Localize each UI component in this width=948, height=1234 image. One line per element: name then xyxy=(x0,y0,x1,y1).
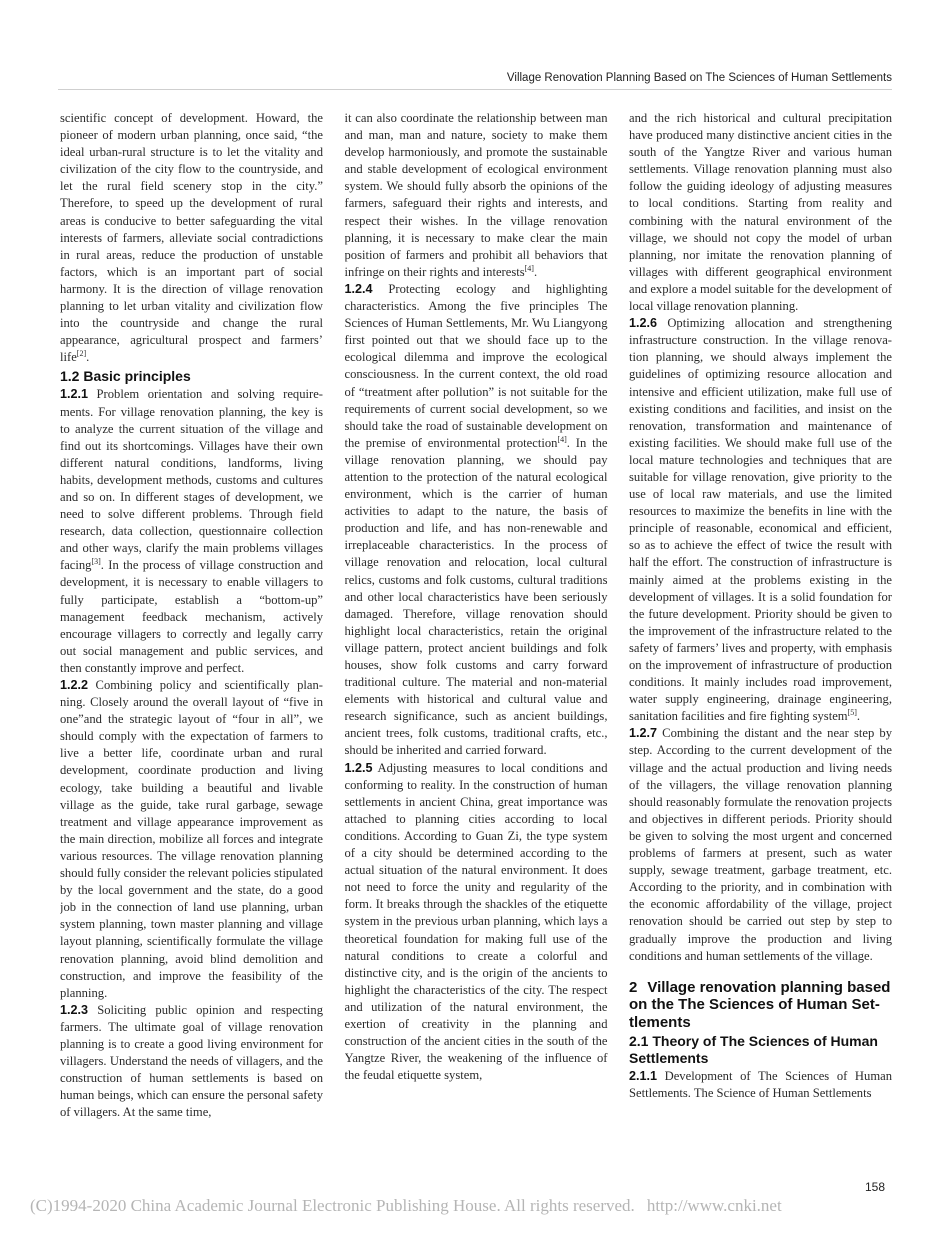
section-number: 1.2.2 xyxy=(60,678,89,692)
section-number: 2 xyxy=(629,978,638,996)
paragraph xyxy=(60,677,323,1002)
header-rule xyxy=(58,89,892,90)
paragraph-text: scientific concept of development. Howard, the pioneer of modern urban planning, once said, “the ideal urban-rural structure is to let the vitality and civilization of the city flow to the countryside, and let the rural field scenery stop in the city.” Therefore, to speed up the development of rural areas is conducive to better safeguarding the vital interests of farmers, alleviate social contradictions in rural areas, reduce the production of unstable factors, which is an important part of social harmony. It is the direction of village renovation planning to let urban vitality and civilization flow into the countryside and change the rural appearance, agricultural prospect and farmers’ life xyxy=(60,111,323,365)
section-number: 1.2.6 xyxy=(629,316,658,331)
paragraph: 1.2.6 Optimizing allocation and strengthening infrastructure construction. In the village renova-tion planning, we should always implement the guidelines of optimizing resource allocation and intensive and efficient utilization, make full use of existing conditions and facilities, and insist on the renovation, transformation and maintenance of existing facilities. We should make full use of the local mature technologies and techniques that are suitable for village renovation, give priority to the use of local raw materials, and use the limited resources to maximize the benefits in line with the principle of reasonable, economical and efficient, so as to achieve the effect of twice the result with half the effort. The construction of infrastructure is mainly aimed at the problems existing in the development of villages. It is a solid foundation for the future development. Priority should be given to the improvement of the infrastructure related to the safety of farmers’ lives and property, with emphasis on the improvement of infrastructure of production conditions. It mainly includes road improvement, water supply engineering, drainage engineering, sanitation facilities and fire fighting system[5]. xyxy=(629,316,892,724)
section-number: 1.2.7 xyxy=(629,726,658,741)
column-1 xyxy=(60,110,323,1180)
paragraph xyxy=(345,760,608,1085)
section-number: 1.2.3 xyxy=(60,1002,89,1017)
column-3 xyxy=(629,110,892,1180)
section-heading-2-1: 2.1 Theory of The Sciences of Human Settlements xyxy=(629,1033,878,1067)
page-number: 158 xyxy=(864,1180,885,1194)
paragraph-text: . In the village renovation planning, we should pay attention to the protection of the natural ecological environment, which is the carrier of human activities to adapt to the nature, the basis of production and life, and has non-renewable and irreplaceable characteristics. In the process of village renovation and relocation, local cultural relics, customs and folk customs, cultural traditions and other local characteristics have been seriously damaged. Therefore, village renovation should highlight local characteristics, retain the original village pattern, protect ancient buildings and folk houses, show folk customs and carry forward traditional culture. The material and non-material elements with historical and cultural value and research significance, such as ancient buildings, ancient trees, folk customs, traditional crafts, etc., should be inherited and carried forward. xyxy=(344,435,608,758)
paragraph-text: . In the process of village construction and development, it is necessary to enable villagers to fully participate, establish a “bottom-up” management feedback mechanism, actively encourage villagers to correctly and legally carry out social management and public services, and then constantly improve and perfect. xyxy=(60,558,323,675)
paragraph-text: Combining policy and scientifically plan-ning. Closely around the overall layout of “five in one”and the strategic layout of “four in all”, we should comply with the expectation of farmers to live a better life, coordinate urban and rural development, coordinate production and living ecology, take building a beautiful and livable village as the guide, take rural garbage, sewage treatment and village appearance improvement as the main direction, mobilize all forces and integrate various resources. The village renovation planning should fully consider the relevant policies stipulated by the local government and the state, do a good job in the connection of land use planning, urban system planning, town master planning and village layout planning, scientifically formulate the village renovation planning, avoid blind demolition and construction, and improve the feasibility of the planning. xyxy=(60,678,323,1000)
watermark-url: http://www.cnki.net xyxy=(646,1196,782,1215)
citation: [4] xyxy=(524,263,534,273)
paragraph xyxy=(629,110,892,315)
paragraph xyxy=(629,1068,892,1102)
paragraph-text: Protecting ecology and highlighting characteristics. Among the five principles The Sciences of Human Settlements, Mr. Wu Liangyong first pointed out that we should face up to the ecological dilemma and improve the ecological consciousness. In the current context, the old road of “treatment after pollution” is not suitable for the requirements of current social development, so we should take the road of sustainable development on the premise of environmental protection xyxy=(344,281,608,450)
section-title: Village renovation planning based on the The Sciences of Human Set-tlements xyxy=(629,978,891,1031)
paragraph-text: it can also coordinate the relationship between man and man, man and nature, society to make them develop harmoniously, and promote the sustainable and stable development of ecological environment system. We should fully absorb the opinions of the farmers, safeguard their rights and interests, and respect their wishes. In the village renovation planning, it is necessary to make clear the main position of farmers and prohibit all behaviors that infringe on their rights and interests xyxy=(344,111,608,279)
section-heading-2 xyxy=(629,979,892,1032)
citation: [5] xyxy=(847,708,857,718)
article-body xyxy=(60,110,892,1180)
section-number: 1.2.5 xyxy=(344,760,373,775)
paragraph xyxy=(60,386,323,677)
section-number: 1.2.1 xyxy=(60,387,89,402)
paragraph: it can also coordinate the relationship between man and man, man and nature, society to make them develop harmoniously, and promote the sustainable and stable development of ecological environment system. We should fully absorb the opinions of the farmers, safeguard their rights and interests, and respect their wishes. In the village renovation planning, it is necessary to make clear the main position of farmers and prohibit all behaviors that infringe on their rights and interests[4]. xyxy=(344,111,608,279)
column-2 xyxy=(345,110,608,1180)
citation: [3] xyxy=(91,557,101,567)
copyright-watermark xyxy=(30,1196,782,1216)
paragraph-text: Problem orientation and solving require-ments. For village renovation planning, the key is to analyze the current situation of the village and find out its shortcomings. Villages have their own different natural conditions, landforms, living habits, development methods, customs and cultures and so on. In different stages of development, we need to solve different problems. Through field research, data collection, questionnaire collection and other ways, clarify the main problems villages facing xyxy=(60,387,323,573)
section-number: 2.1.1 xyxy=(629,1069,658,1084)
paragraph-text: Adjusting measures to local conditions and conforming to reality. In the construction of human settlements in ancient China, great importance was attached to planning cities according to local conditions. According to Guan Zi, the type system of a city should be determined according to the actual situation of the natural environment. It does not need to force the unity and regularity of the form. It breaks through the shackles of the etiquette system in the previous urban planning, which lays a theoretical foundation for making full use of the natural conditions to create a colorful and distinctive city, and is the origin of the ancients to highlight the characteristics of the city. The respect and utilization of the natural environment, the exertion of creativity in the planning and construction of the ancient cities in the south of the Yangtze River, the weakening of the influence of the feudal etiquette system, xyxy=(344,760,608,1083)
paragraph-text: Development of The Sciences of Human Settlements. The Science of Human Settlements xyxy=(629,1069,892,1101)
paragraph: scientific concept of development. Howard, the pioneer of modern urban planning, once said, “the ideal urban-rural structure is to let the vitality and civilization of the city flow to the countryside, and let the rural field scenery stop in the city.” Therefore, to speed up the development of rural areas is conducive to better safeguarding the vital interests of farmers, alleviate social contradictions in rural areas, reduce the production of unstable factors, which is an important part of social harmony. It is the direction of village renovation planning to let urban vitality and civilization flow into the countryside and change the rural appearance, agricultural prospect and farmers’ life[2]. xyxy=(60,111,323,365)
paragraph xyxy=(60,1002,323,1122)
copyright-text: (C)1994-2020 China Academic Journal Electronic Publishing House. All rights reserved. xyxy=(30,1196,635,1215)
section-heading-1-2: 1.2 Basic principles xyxy=(60,368,191,385)
paragraph xyxy=(345,281,608,760)
citation: [2] xyxy=(76,349,87,359)
paragraph-text: Soliciting public opinion and respecting farmers. The ultimate goal of village renovation planning is to create a good living environment for villagers. Understand the needs of villagers, and the construction of human settlements is based on human beings, which can ensure the personal safety of villagers. At the same time, xyxy=(60,1002,323,1120)
citation: [4] xyxy=(557,434,567,444)
paragraph-text: Optimizing allocation and strengthening infrastructure construction. In the village renova-tion planning, we should always implement the guidelines of optimizing resource allocation and intensive and efficient utilization, make full use of existing conditions and facilities, and insist on the renovation, transformation and maintenance of existing facilities. We should make full use of the local mature technologies and techniques that are suitable for village renovation, give priority to the use of local raw materials, and use the limited resources to maximize the benefits in line with the principle of reasonable, economical and efficient, so as to achieve the effect of twice the result with half the effort. The construction of infrastructure is mainly aimed at the problems existing in the development of villages. It is a solid foundation for the future development. Priority should be given to the improvement of the infrastructure related to the safety of farmers’ lives and property, with emphasis on the improvement of infrastructure of production conditions. It mainly includes road improvement, water supply engineering, drainage engineering, sanitation facilities and fire fighting system xyxy=(629,316,892,724)
paragraph-text: and the rich historical and cultural precipitation have produced many distinctive ancient cities in the south of the Yangtze River and various human settlements. Village renovation planning must also follow the guiding ideology of adjusting measures to local conditions. Starting from reality and combining with the natural environment of the village, we should not copy the model of urban planning, nor imitate the renovation planning of villages with different geographical environment and explore a model suitable for the development of local village renovation planning. xyxy=(629,111,892,314)
paragraph-text: Combining the distant and the near step by step. According to the current development of the village and the actual production and living needs of the villagers, the village renovation planning should reasonably formulate the renovation projects and objectives in different periods. Priority should be given to solving the most urgent and concerned problems of farmers at present, such as water supply, sewage treatment, garbage treatment, etc. According to the priority, and in combination with the economic affordability of the village, project renovation should be carried out step by step to gradually improve the production and living conditions and human settlements of the village. xyxy=(629,726,892,963)
paragraph xyxy=(629,725,892,964)
section-number: 1.2.4 xyxy=(344,281,373,296)
running-head: Village Renovation Planning Based on The Sciences of Human Settlements xyxy=(506,72,892,84)
